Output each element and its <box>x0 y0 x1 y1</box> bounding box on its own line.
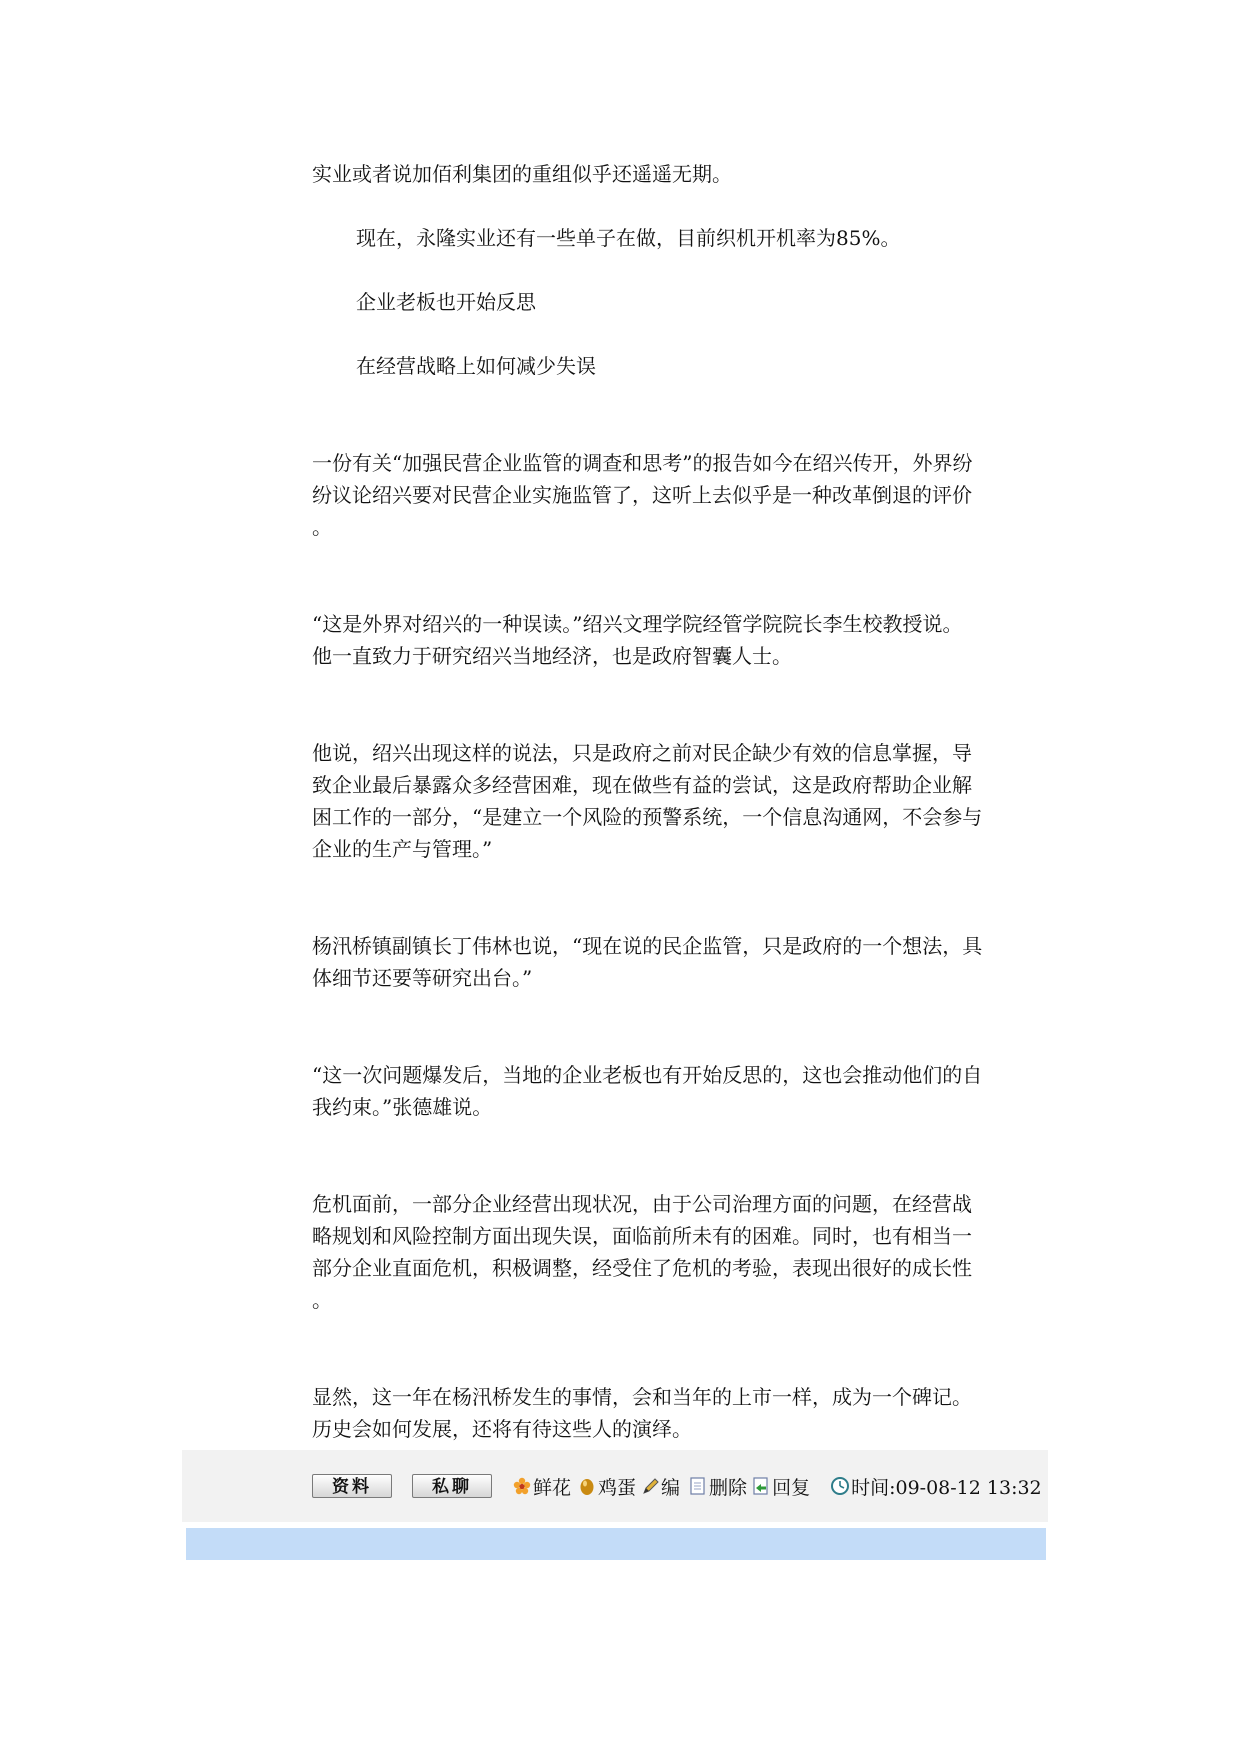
edit-label: 编 <box>661 1476 681 1499</box>
delete-icon <box>688 1476 708 1496</box>
post-time <box>830 1473 1042 1500</box>
post-time-label: 时间:09-08-12 13:32 <box>851 1476 1042 1499</box>
paragraph-line: 他一直致力于研究绍兴当地经济，也是政府智囊人士。 <box>312 644 792 668</box>
clock-icon <box>830 1476 850 1496</box>
paragraph-3: 企业老板也开始反思 <box>356 290 536 314</box>
flower-icon <box>512 1476 532 1496</box>
pencil-icon <box>640 1476 660 1496</box>
flower-label: 鲜花 <box>533 1476 572 1499</box>
post-actions <box>312 1472 1042 1500</box>
paragraph-line: “这一次问题爆发后，当地的企业老板也有开始反思的，这也会推动他们的自 <box>312 1063 983 1087</box>
delete-button[interactable] <box>688 1473 747 1500</box>
paragraph-line: 。 <box>312 515 332 539</box>
paragraph-1: 实业或者说加佰利集团的重组似乎还遥遥无期。 <box>312 162 732 186</box>
post-action-bar <box>182 1450 1048 1522</box>
egg-icon <box>577 1476 597 1496</box>
paragraph-line: 体细节还要等研究出台。” <box>312 966 533 990</box>
paragraph-line: 困工作的一部分，“是建立一个风险的预警系统，一个信息沟通网，不会参与 <box>312 805 983 829</box>
reply-icon <box>751 1476 771 1496</box>
paragraph-line: 他说，绍兴出现这样的说法，只是政府之前对民企缺少有效的信息掌握，导 <box>312 741 972 765</box>
reply-button[interactable] <box>751 1473 810 1500</box>
paragraph-line: 略规划和风险控制方面出现失误，面临前所未有的困难。同时，也有相当一 <box>312 1224 972 1248</box>
egg-label: 鸡蛋 <box>598 1476 637 1499</box>
paragraph-line: 企业的生产与管理。” <box>312 837 493 861</box>
paragraph-line: 历史会如何发展，还将有待这些人的演绎。 <box>312 1417 692 1441</box>
reply-label: 回复 <box>772 1476 811 1499</box>
paragraph-line: 一份有关“加强民营企业监管的调查和思考”的报告如今在绍兴传开，外界纷 <box>312 451 973 475</box>
edit-button[interactable] <box>640 1473 680 1500</box>
private-message-button[interactable]: 私聊 <box>412 1474 492 1498</box>
post-divider-band <box>186 1528 1046 1560</box>
delete-label: 删除 <box>709 1476 748 1499</box>
send-flower-button[interactable] <box>512 1473 571 1500</box>
paragraph-line: 纷议论绍兴要对民营企业实施监管了，这听上去似乎是一种改革倒退的评价 <box>312 483 972 507</box>
paragraph-line: 。 <box>312 1288 332 1312</box>
paragraph-line: 致企业最后暴露众多经营困难，现在做些有益的尝试，这是政府帮助企业解 <box>312 773 972 797</box>
paragraph-line: 部分企业直面危机，积极调整，经受住了危机的考验，表现出很好的成长性 <box>312 1256 972 1280</box>
paragraph-4: 在经营战略上如何减少失误 <box>356 354 596 378</box>
paragraph-2: 现在，永隆实业还有一些单子在做，目前织机开机率为85%。 <box>356 226 901 250</box>
paragraph-line: 显然，这一年在杨汛桥发生的事情，会和当年的上市一样，成为一个碑记。 <box>312 1385 972 1409</box>
profile-button[interactable]: 资料 <box>312 1474 392 1498</box>
send-egg-button[interactable] <box>577 1473 636 1500</box>
paragraph-line: 危机面前，一部分企业经营出现状况，由于公司治理方面的问题，在经营战 <box>312 1192 972 1216</box>
paragraph-line: 我约束。”张德雄说。 <box>312 1095 493 1119</box>
paragraph-line: 杨汛桥镇副镇长丁伟林也说，“现在说的民企监管，只是政府的一个想法，具 <box>312 934 983 958</box>
paragraph-line: “这是外界对绍兴的一种误读。”绍兴文理学院经管学院院长李生校教授说。 <box>312 612 963 636</box>
